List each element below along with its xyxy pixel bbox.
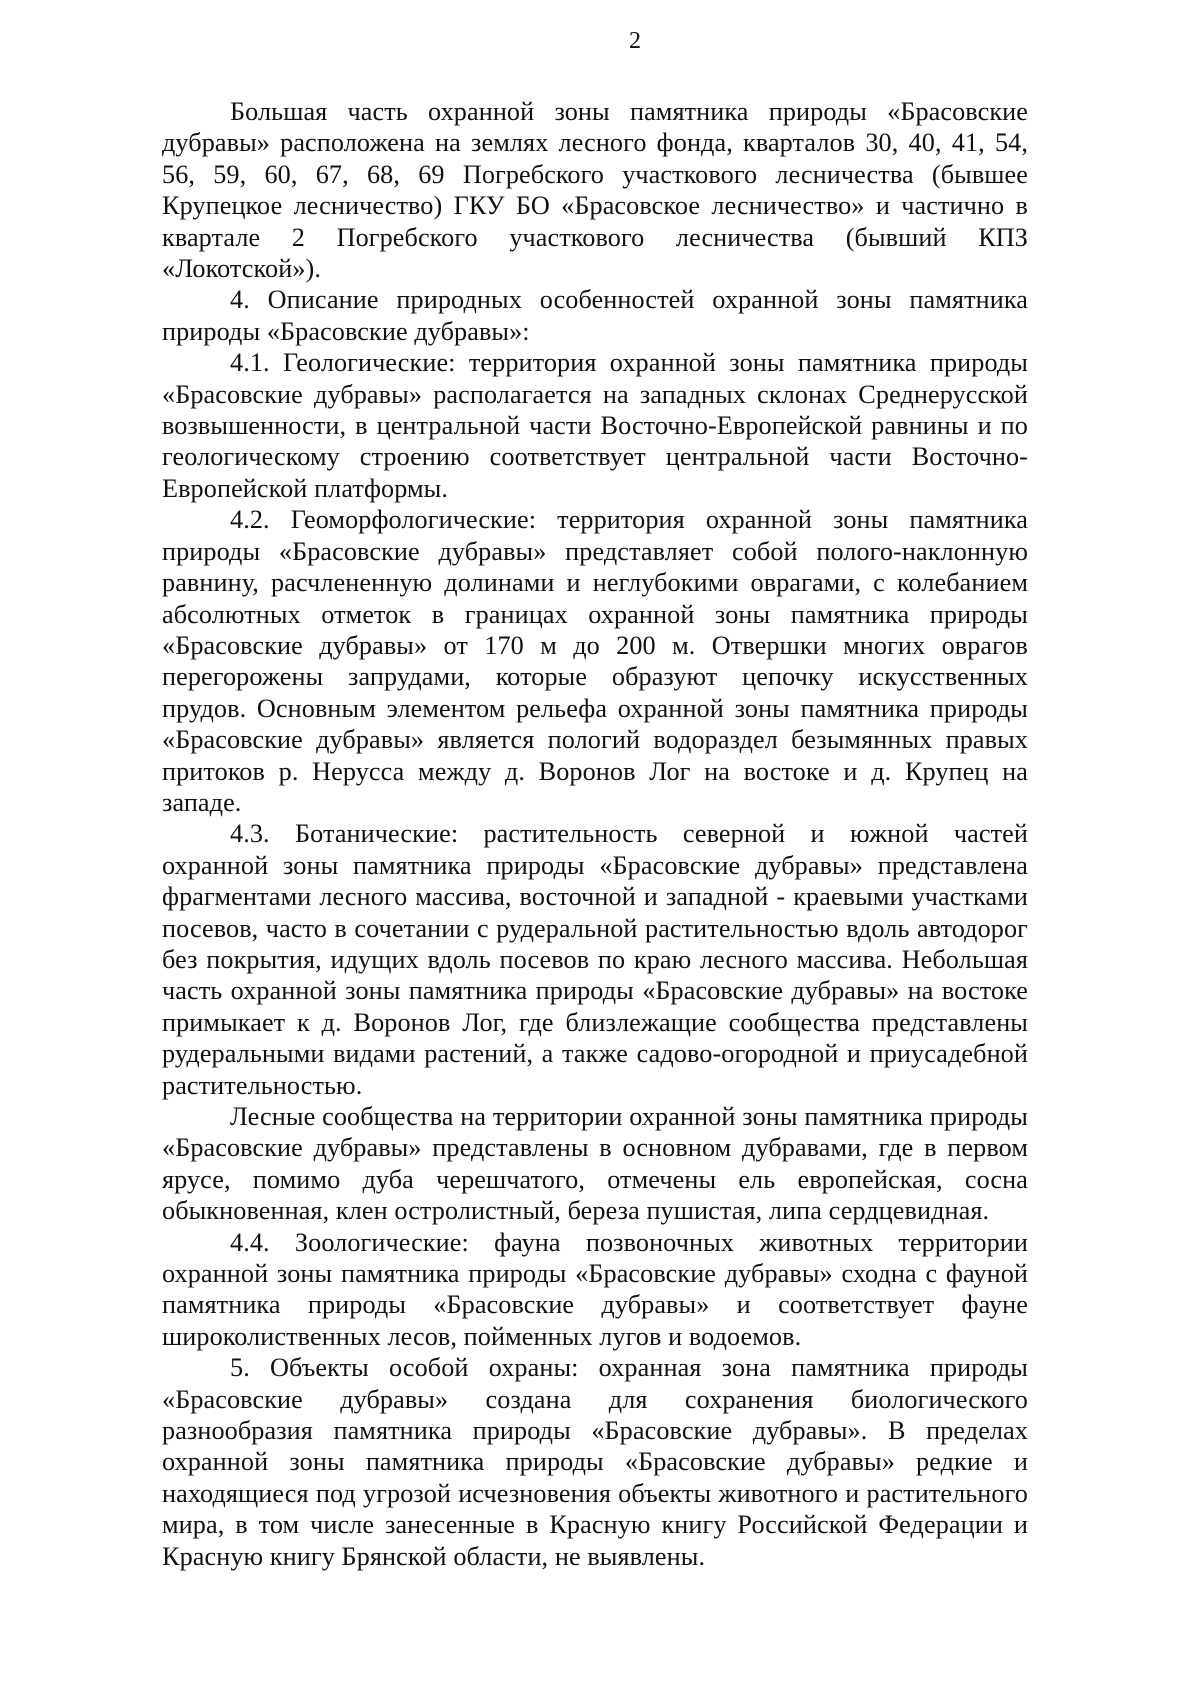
- paragraph-section-4-heading: 4. Описание природных особенностей охранной зоны памятника природы «Брасовские дубравы»:: [162, 285, 1028, 346]
- paragraph-botanical: 4.3. Ботанические: растительность северной и южной частей охранной зоны памятника природы «Брасовские дубравы» представлена фрагментами лесного массива, восточной и западной - краевыми участками посевов, часто в сочетании с рудеральной растительностью вдоль автодорог без покрытия, идущих вдоль посевов по краю лесного массива. Небольшая часть охранной зоны памятника природы «Брасовские дубравы» на востоке примыкает к д. Воронов Лог, где близлежащие сообщества представлены рудеральными видами растений, а также садово-огородной и приусадебной растительностью.: [162, 819, 1028, 1100]
- page-number: 2: [629, 28, 641, 54]
- paragraph-location: Большая часть охранной зоны памятника природы «Брасовские дубравы» расположена на землях лесного фонда, кварталов 30, 40, 41, 54, 56, 59, 60, 67, 68, 69 Погребского участкового лесничества (бывшее Крупецкое лесничество) ГКУ БО «Брасовское лесничество» и частично в квартале 2 Погребского участкового лесничества (бывший КПЗ «Локотской»).: [162, 97, 1028, 284]
- paragraph-protected-objects: 5. Объекты особой охраны: охранная зона памятника природы «Брасовские дубравы» создана для сохранения биологического разнообразия памятника природы «Брасовские дубравы». В пределах охранной зоны памятника природы «Брасовские дубравы» редкие и находящиеся под угрозой исчезновения объекты животного и растительного мира, в том числе занесенные в Красную книгу Российской Федерации и Красную книгу Брянской области, не выявлены.: [162, 1353, 1028, 1571]
- paragraph-geomorphological: 4.2. Геоморфологические: территория охранной зоны памятника природы «Брасовские дубравы» представляет собой полого-наклонную равнину, расчлененную долинами и неглубокими оврагами, с колебанием абсолютных отметок в границах охранной зоны памятника природы «Брасовские дубравы» от 170 м до 200 м. Отвершки многих оврагов перегорожены запрудами, которые образуют цепочку искусственных прудов. Основным элементом рельефа охранной зоны памятника природы «Брасовские дубравы» является пологий водораздел безымянных правых притоков р. Нерусса между д. Воронов Лог на востоке и д. Крупец на западе.: [162, 505, 1028, 817]
- paragraph-forest-communities: Лесные сообщества на территории охранной зоны памятника природы «Брасовские дубравы» представлены в основном дубравами, где в первом ярусе, помимо дуба черешчатого, отмечены ель европейская, сосна обыкновенная, клен остролистный, береза пушистая, липа сердцевидная.: [162, 1102, 1028, 1226]
- paragraph-geological: 4.1. Геологические: территория охранной зоны памятника природы «Брасовские дубравы» располагается на западных склонах Среднерусской возвышенности, в центральной части Восточно-Европейской равнины и по геологическому строению соответствует центральной части Восточно-Европейской платформы.: [162, 348, 1028, 503]
- document-body: [162, 96, 1028, 1572]
- paragraph-zoological: 4.4. Зоологические: фауна позвоночных животных территории охранной зоны памятника природы «Брасовские дубравы» сходна с фауной памятника природы «Брасовские дубравы» и соответствует фауне широколиственных лесов, пойменных лугов и водоемов.: [162, 1227, 1028, 1351]
